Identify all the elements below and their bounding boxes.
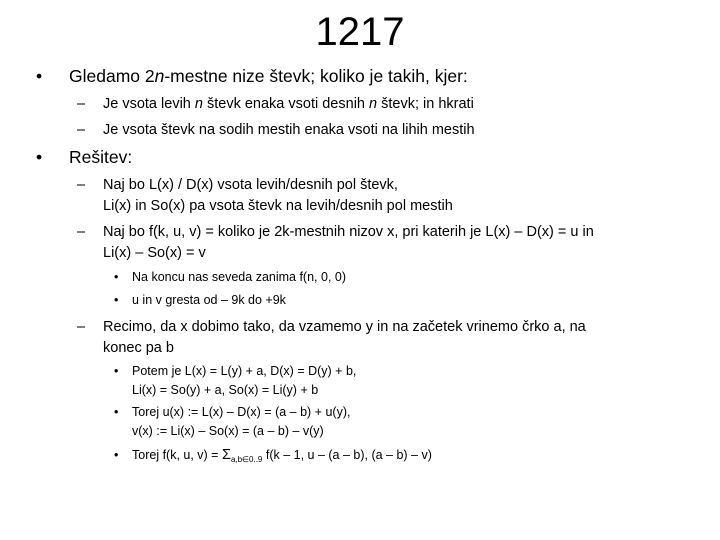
cond1-var-n1: n <box>194 96 203 112</box>
definition-f-line-2: Li(x) – So(x) = v <box>103 245 206 261</box>
definition-f-line-1: Naj bo f(k, u, v) = koliko je 2k-mestnih nizov x, pri katerih je L(x) – D(x) = u in <box>103 224 594 240</box>
bullet-dot-icon: • <box>114 270 119 284</box>
then-line-1: Potem je L(x) = L(y) + a, D(x) = D(y) + b, <box>132 364 357 378</box>
then-line-2: Li(x) = So(y) + a, So(x) = Li(y) + b <box>132 383 319 397</box>
cond1-var-n2: n <box>369 96 378 112</box>
sigma-subscript: a,b∈0..9 <box>230 455 263 464</box>
bullet-dot-icon: • <box>36 147 43 167</box>
cond1-text-b: števk enaka vsoti desnih <box>202 96 370 112</box>
sub-goal: Na koncu nas seveda zanima f(n, 0, 0) <box>132 270 347 284</box>
intro-text-a: Gledamo 2 <box>69 66 155 86</box>
condition-2: Je vsota števk na sodih mestih enaka vsoti na lihih mestih <box>103 122 475 138</box>
definition-sums-line-2: Li(x) in So(x) pa vsota števk na levih/desnih pol mestih <box>103 198 453 214</box>
formula-text-b: f(k – 1, u – (a – b), (a – b) – v) <box>262 448 432 462</box>
bullet-dot-icon: • <box>114 448 119 462</box>
bullet-dash-icon: – <box>77 319 86 335</box>
sigma-icon: Σ <box>221 447 231 463</box>
intro-text-b: -mestne nize števk; koliko je takih, kjer: <box>164 66 468 86</box>
slide-title: 1217 <box>315 10 405 54</box>
definition-sums-line-1: Naj bo L(x) / D(x) vsota levih/desnih pol števk, <box>103 177 398 193</box>
recursion-line-1: Recimo, da x dobimo tako, da vzamemo y in na začetek vrinemo črko a, na <box>103 319 586 335</box>
formula-text-a: Torej f(k, u, v) = <box>132 448 222 462</box>
intro-bullet <box>69 65 468 87</box>
solution-heading: Rešitev: <box>69 147 133 167</box>
bullet-dot-icon: • <box>114 405 119 419</box>
sub-range: u in v gresta od – 9k do +9k <box>132 293 286 307</box>
bullet-dash-icon: – <box>77 96 86 112</box>
recursion-line-2: konec pa b <box>103 340 174 356</box>
bullet-dot-icon: • <box>114 293 119 307</box>
bullet-dash-icon: – <box>77 177 86 193</box>
bullet-dash-icon: – <box>77 224 86 240</box>
bullet-dot-icon: • <box>114 364 119 378</box>
recurrence-formula <box>132 446 432 464</box>
intro-var-n: n <box>154 66 165 86</box>
bullet-dot-icon: • <box>36 66 43 86</box>
cond1-text-a: Je vsota levih <box>103 96 195 112</box>
hence-line-1: Torej u(x) := L(x) – D(x) = (a – b) + u(y), <box>132 405 351 419</box>
cond1-text-c: števk; in hkrati <box>377 96 474 112</box>
bullet-dash-icon: – <box>77 122 86 138</box>
hence-line-2: v(x) := Li(x) – So(x) = (a – b) – v(y) <box>132 424 324 438</box>
condition-1 <box>103 94 474 114</box>
